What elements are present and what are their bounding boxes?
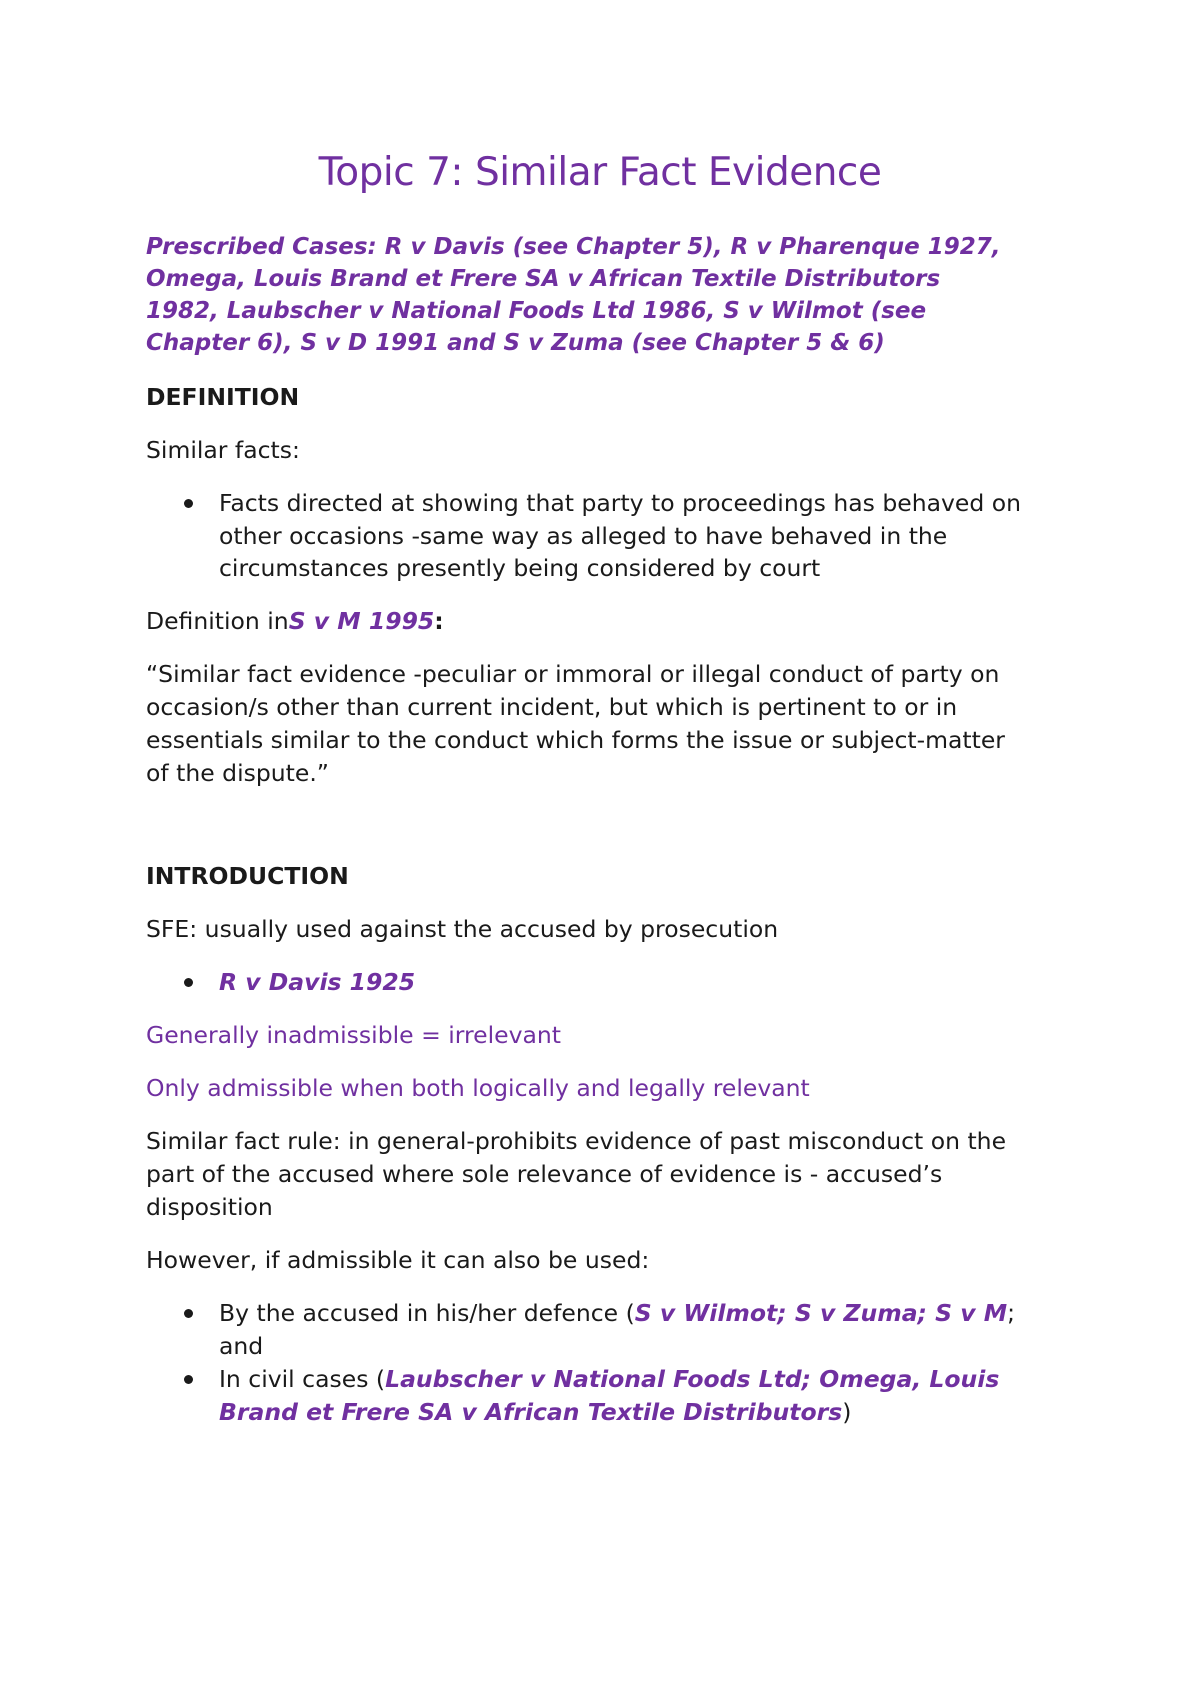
sfe-line: SFE: usually used against the accused by prosecution [146,915,779,943]
civil-suffix: ) [842,1397,852,1426]
prescribed-line-2: Omega, Louis Brand et Frere SA v African Textile Distributors [146,266,941,292]
definition-case: S v M 1995 [288,607,435,635]
civil-line-2 [219,1396,1069,1429]
civil-prefix: In civil cases ( [219,1365,386,1393]
definition-in-line [146,605,1066,638]
introduction-heading: INTRODUCTION [146,862,349,890]
quote-line-2: occasion/s other than current incident, but which is pertinent to or in [146,693,958,721]
definition-colon: : [434,607,444,635]
quote-line-4: of the dispute.” [146,759,329,787]
rule-line-1: Similar fact rule: in general-prohibits evidence of past misconduct on the [146,1127,1007,1155]
civil-cases-1: Laubscher v National Foods Ltd; Omega, Louis [385,1365,1000,1393]
admissible-line: Only admissible when both logically and legally relevant [146,1074,810,1102]
prescribed-line-3: 1982, Laubscher v National Foods Ltd 1986, S v Wilmot (see [146,298,927,324]
bullet-icon [184,1375,193,1384]
bullet-icon [184,1309,193,1318]
bullet-line-3: circumstances presently being considered by court [219,554,821,582]
accused-line-2: and [219,1331,264,1360]
civil-cases-2: Brand et Frere SA v African Textile Distributors [219,1397,843,1426]
accused-cases: S v Wilmot; S v Zuma; S v M [634,1299,1008,1327]
accused-prefix: By the accused in his/her defence ( [219,1299,635,1327]
inadmissible-line: Generally inadmissible = irrelevant [146,1021,562,1049]
prescribed-line-4: Chapter 6), S v D 1991 and S v Zuma (see Chapter 5 & 6) [146,330,885,356]
prescribed-line-1: Prescribed Cases: R v Davis (see Chapter 5), R v Pharenque 1927, [146,234,1001,260]
davis-case: R v Davis 1925 [219,968,416,996]
definition-heading: DEFINITION [146,383,300,411]
similar-facts-label: Similar facts: [146,436,300,464]
accused-suffix: ; [1007,1299,1016,1327]
civil-line-1 [219,1363,1069,1396]
bullet-line-2: other occasions -same way as alleged to have behaved in the [219,521,948,550]
definition-prefix: Definition in [146,607,289,635]
page-title: Topic 7: Similar Fact Evidence [318,150,882,195]
rule-line-3: disposition [146,1193,273,1221]
however-line: However, if admissible it can also be used: [146,1246,650,1274]
bullet-icon [184,499,193,508]
bullet-icon [184,978,193,987]
bullet-line-1: Facts directed at showing that party to proceedings has behaved on [219,489,1022,517]
accused-line-1 [219,1297,1069,1330]
quote-line-3: essentials similar to the conduct which forms the issue or subject-matter [146,726,1005,754]
rule-line-2: part of the accused where sole relevance of evidence is - accused’s [146,1160,943,1188]
quote-line-1: “Similar fact evidence -peculiar or immoral or illegal conduct of party on [146,660,1000,688]
